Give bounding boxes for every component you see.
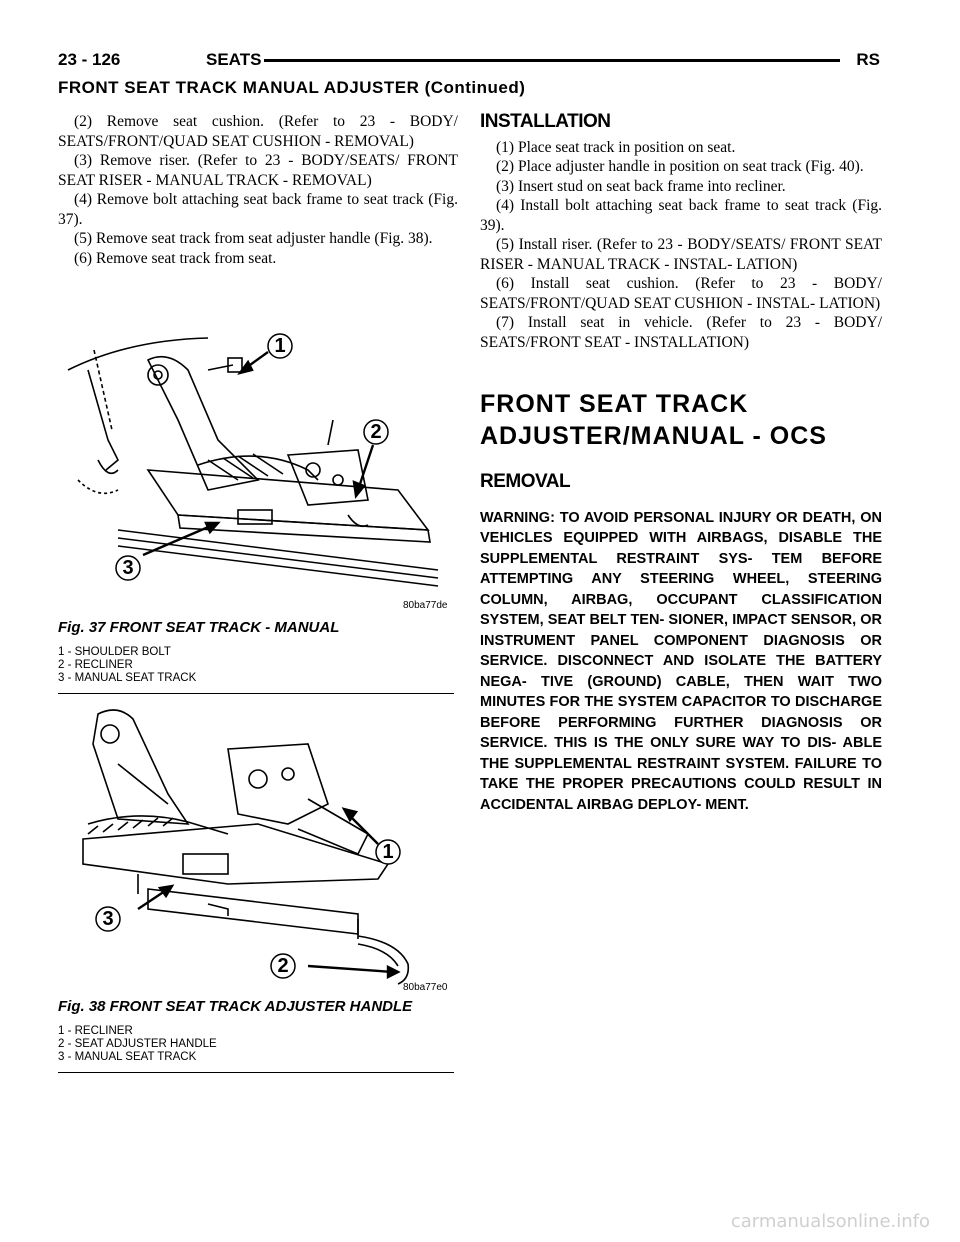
header-rule: [264, 59, 840, 62]
figure-38: [58, 704, 454, 1073]
warning-text: WARNING: TO AVOID PERSONAL INJURY OR DEATH, ON VEHICLES EQUIPPED WITH AIRBAGS, DISABLE THE SUPPLEMENTAL RESTRAINT SYS- TEM BEFORE ATTEMPTING ANY STEERING WHEEL, STEERING COLUMN, AIRBAG, OCCUPANT CLASSIFICATION SYSTEM, SEAT BELT TEN- SIONER, IMPACT SENSOR, OR INSTRUMENT PANEL COMPONENT DIAGNOSIS OR SERVICE. DISCONNECT AND ISOLATE THE BATTERY NEGA- TIVE (GROUND) CABLE, THEN WAIT TWO MINUTES FOR THE SYSTEM CAPACITOR TO DISCHARGE BEFORE PERFORMING FURTHER DIAGNOSIS OR SERVICE. THIS IS THE ONLY SURE WAY TO DIS- ABLE THE SUPPLEMENTAL RESTRAINT SYSTEM. FAILURE TO TAKE THE PROPER PRECAUTIONS COULD RESULT IN ACCIDENTAL AIRBAG DEPLOY- MENT.: [480, 509, 882, 813]
continued-title: FRONT SEAT TRACK MANUAL ADJUSTER (Continued): [58, 78, 526, 97]
installation-step: (7) Install seat in vehicle. (Refer to 23 - BODY/ SEATS/FRONT SEAT - INSTALLATION): [480, 314, 882, 351]
removal-step: (6) Remove seat track from seat.: [74, 249, 277, 267]
installation-step: (1) Place seat track in position on seat.: [496, 138, 736, 156]
legend-item: 3 - MANUAL SEAT TRACK: [58, 672, 197, 684]
installation-step: (4) Install bolt attaching seat back frame to seat track (Fig. 39).: [480, 197, 882, 234]
callout-2: 2: [277, 955, 289, 977]
legend-item: 2 - SEAT ADJUSTER HANDLE: [58, 1038, 217, 1050]
removal-step: (5) Remove seat track from seat adjuster handle (Fig. 38).: [74, 230, 433, 247]
ocs-title-line-2: ADJUSTER/MANUAL - OCS: [480, 422, 827, 450]
figure-caption: Fig. 38 FRONT SEAT TRACK ADJUSTER HANDLE: [58, 998, 413, 1015]
legend-item: 2 - RECLINER: [58, 659, 133, 671]
removal-step: (2) Remove seat cushion. (Refer to 23 - BODY/ SEATS/FRONT/QUAD SEAT CUSHION - REMOVAL): [58, 113, 458, 150]
vehicle-code: RS: [856, 50, 880, 69]
figure-id: 80ba77de: [403, 600, 448, 611]
installation-heading: INSTALLATION: [480, 111, 611, 132]
figure-id: 80ba77e0: [403, 982, 448, 993]
callout-3: 3: [102, 908, 114, 930]
installation-step: (2) Place adjuster handle in position on seat track (Fig. 40).: [496, 158, 864, 175]
figure-37: [58, 330, 454, 694]
legend-item: 1 - RECLINER: [58, 1025, 133, 1037]
callout-3: 3: [122, 557, 134, 579]
figure-caption: Fig. 37 FRONT SEAT TRACK - MANUAL: [58, 619, 340, 636]
right-column: [480, 112, 882, 815]
legend-item: 1 - SHOULDER BOLT: [58, 646, 171, 658]
adjuster-handle-illustration: [58, 704, 454, 994]
left-column: [58, 112, 458, 268]
seat-track-illustration: [58, 330, 454, 615]
figure-rule: [58, 1072, 454, 1073]
page-header: [58, 50, 880, 74]
callout-2: 2: [370, 421, 382, 443]
callout-1: 1: [382, 841, 394, 863]
watermark: carmanualsonline.info: [730, 1211, 930, 1232]
installation-step: (5) Install riser. (Refer to 23 - BODY/SEATS/ FRONT SEAT RISER - MANUAL TRACK - INSTAL- LATION): [480, 236, 882, 273]
section-name: SEATS: [206, 50, 262, 69]
ocs-section-title: [480, 388, 882, 452]
removal-step: (4) Remove bolt attaching seat back frame to seat track (Fig. 37).: [58, 191, 458, 228]
figure-rule: [58, 693, 454, 694]
installation-step: (6) Install seat cushion. (Refer to 23 - BODY/ SEATS/FRONT/QUAD SEAT CUSHION - INSTAL- LATION): [480, 275, 882, 312]
ocs-title-line-1: FRONT SEAT TRACK: [480, 390, 749, 418]
installation-step: (3) Insert stud on seat back frame into recliner.: [496, 177, 786, 195]
callout-1: 1: [274, 335, 286, 357]
legend-item: 3 - MANUAL SEAT TRACK: [58, 1051, 197, 1063]
removal-heading: REMOVAL: [480, 471, 571, 492]
removal-step: (3) Remove riser. (Refer to 23 - BODY/SEATS/ FRONT SEAT RISER - MANUAL TRACK - REMOVAL): [58, 152, 458, 189]
page-number: 23 - 126: [58, 50, 121, 69]
